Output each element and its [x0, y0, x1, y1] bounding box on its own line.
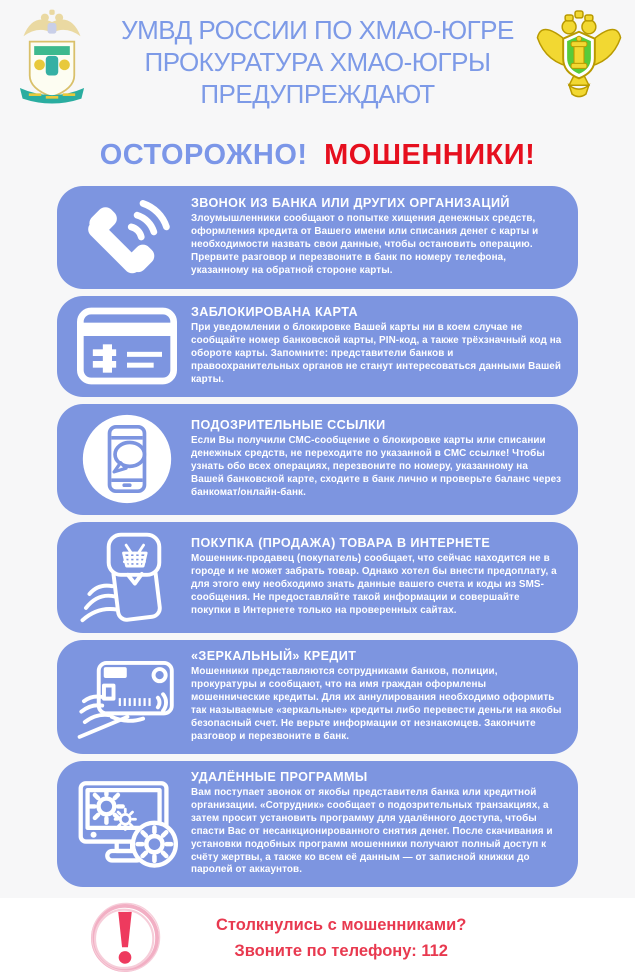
header — [0, 0, 635, 126]
card-bank-call — [57, 186, 578, 289]
footer — [86, 900, 635, 976]
online-shopping-icon — [63, 531, 191, 623]
footer-text — [216, 912, 466, 964]
card-mirror-credit — [57, 640, 578, 754]
footer-question: Столкнулись с мошенниками? — [216, 912, 466, 938]
header-line-2: ПРОКУРАТУРА ХМАО-ЮГРЫ — [0, 46, 635, 78]
card-remote-programs — [57, 761, 578, 888]
card-body: Мошенники представляются сотрудниками банков, полиции, прокуратуры и сообщают, что на имя граждан оформлены мошеннические кредиты. Для их аннулирования необходимо оформить так называемые «зеркальные» кредиты либо перевести деньги на якобы безопасный счет. Не верьте информации от незнакомцев. Закончите разговор и перезвоните в банк. — [191, 666, 562, 744]
exclamation-icon — [86, 900, 164, 976]
remote-software-icon — [63, 779, 191, 869]
warning-cards — [57, 186, 578, 887]
card-body: Если Вы получили СМС-сообщение о блокировке карты или списании денежных средств, не переходите по указанной в СМС ссылке! Чтобы узнать обо всех операциях, перезвоните по номеру, указанному на Вашей банковской карте, сходите в банк лично и проверьте баланс через банкомат/онлайн-банк. — [191, 435, 562, 500]
header-line-3: ПРЕДУПРЕЖДАЮТ — [0, 78, 635, 110]
card-blocked-card — [57, 296, 578, 397]
phone-message-icon — [63, 413, 191, 505]
warning-title-scammers: МОШЕННИКИ! — [324, 139, 535, 171]
credit-card-icon — [63, 307, 191, 385]
card-body: При уведомлении о блокировке Вашей карты ни в коем случае не сообщайте номер банковской карты, PIN-код, а также трёхзначный код на обороте карты. Запомните: представители банков и правоохранительных органов не станут интересоваться данными Вашей карты. — [191, 322, 562, 387]
prosecutor-office-emblem-icon — [531, 10, 627, 104]
card-title: ПОДОЗРИТЕЛЬНЫЕ ССЫЛКИ — [191, 418, 562, 432]
card-title: «ЗЕРКАЛЬНЫЙ» КРЕДИТ — [191, 649, 562, 663]
header-line-1: УМВД РОССИИ ПО ХМАО-ЮГРЕ — [0, 14, 635, 46]
umvd-police-emblem-icon — [16, 6, 88, 104]
card-title: ПОКУПКА (ПРОДАЖА) ТОВАРА В ИНТЕРНЕТЕ — [191, 536, 562, 550]
warning-title — [0, 139, 635, 172]
card-title: УДАЛЁННЫЕ ПРОГРАММЫ — [191, 770, 562, 784]
phone-call-icon — [63, 195, 191, 279]
card-title: ЗВОНОК ИЗ БАНКА ИЛИ ДРУГИХ ОРГАНИЗАЦИЙ — [191, 196, 562, 210]
card-suspicious-links — [57, 404, 578, 515]
card-body: Злоумышленники сообщают о попытке хищения денежных средств, оформления кредита от Вашего имени или списания денег с карты и необходимости назвать свои данные, чтобы остановить операцию. Прервите разговор и перезвоните в банк по номеру телефона, указанному на обратной стороне карты. — [191, 213, 562, 278]
card-payment-icon — [63, 652, 191, 740]
warning-title-caution: ОСТОРОЖНО! — [100, 139, 308, 171]
footer-phone: Звоните по телефону: 112 — [216, 938, 466, 964]
card-body: Вам поступает звонок от якобы представителя банка или кредитной организации. «Сотрудник» сообщает о подозрительных транзакциях, а затем просит установить программу для удалённого доступа, чтобы спасти Вас от несанкционированного снятия денег. После скачивания и установки подобных программ мошенники получают полный доступ к счёту жертвы, а также ко всем её данным — от записной книжки до паролей от аккаунтов. — [191, 787, 562, 878]
card-title: ЗАБЛОКИРОВАНА КАРТА — [191, 305, 562, 319]
card-online-shopping — [57, 522, 578, 633]
card-body: Мошенник-продавец (покупатель) сообщает, что сейчас находится не в городе и не может забрать товар. Однако хотел бы внести предоплату, а для этого ему необходимо знать данные вашего счета и коды из SMS-сообщения. Не предоставляйте такой информации и совершайте покупки в Интернете только на проверенных сайтах. — [191, 553, 562, 618]
